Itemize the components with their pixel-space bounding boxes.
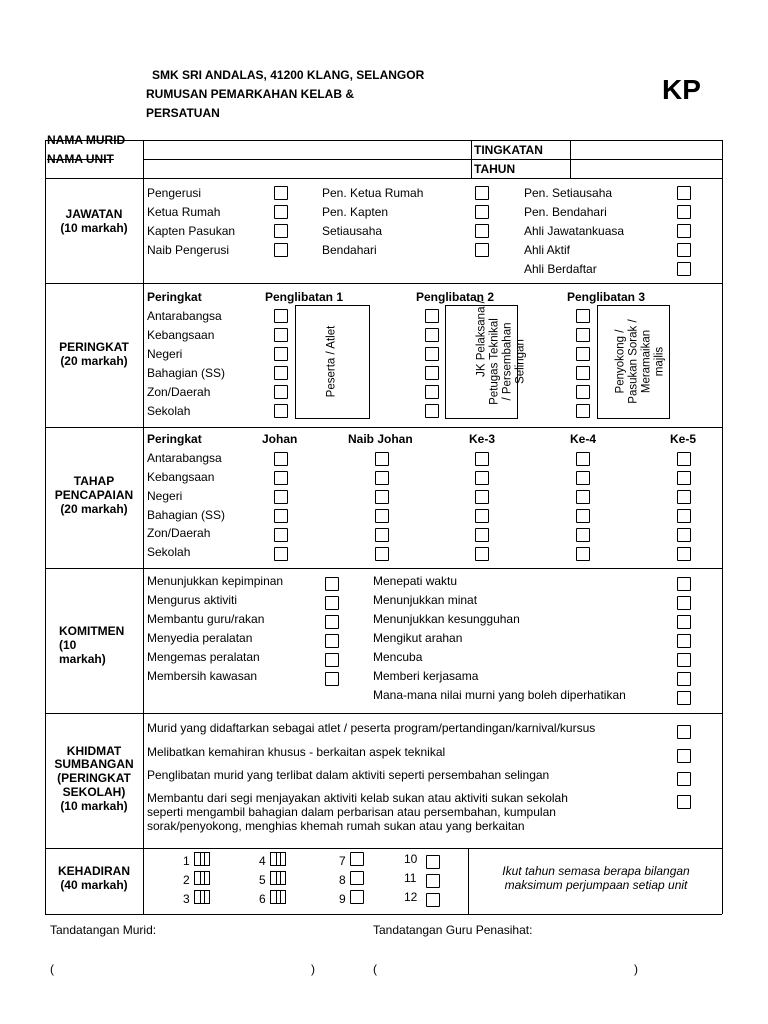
- checkbox[interactable]: [576, 547, 590, 561]
- checkbox[interactable]: [375, 547, 389, 561]
- komitmen-option: Menepati waktu: [373, 574, 458, 588]
- jawatan-option: Kapten Pasukan: [147, 224, 236, 238]
- checkbox[interactable]: [677, 672, 691, 686]
- checkbox[interactable]: [475, 490, 489, 504]
- checkbox[interactable]: [325, 634, 339, 648]
- kehadiran-marks: (40 markah): [60, 878, 128, 892]
- komitmen-marks-1: (10: [59, 638, 77, 652]
- checkbox[interactable]: [475, 509, 489, 523]
- checkbox[interactable]: [677, 691, 691, 705]
- checkbox[interactable]: [375, 528, 389, 542]
- khidmat-option: sorak/penyokong, menghias khemah rumah sukan atau yang berkaitan: [147, 819, 525, 833]
- jawatan-option: Pengerusi: [147, 186, 202, 200]
- komitmen-option: Menyedia peralatan: [147, 631, 253, 645]
- komitmen-option: Mana-mana nilai murni yang boleh diperhatikan: [373, 688, 626, 702]
- level-label: Negeri: [147, 489, 183, 503]
- level-label: Sekolah: [147, 404, 191, 418]
- form-title-line1: RUMUSAN PEMARKAHAN KELAB &: [146, 87, 354, 101]
- penglibatan-3-head: Penglibatan 3: [567, 290, 646, 304]
- checkbox[interactable]: [274, 547, 288, 561]
- checkbox[interactable]: [576, 490, 590, 504]
- checkbox[interactable]: [274, 347, 288, 361]
- session-number: 10: [404, 852, 418, 866]
- penglibatan-3-text: Meramaikan: [640, 329, 653, 394]
- checkbox[interactable]: [274, 528, 288, 542]
- khidmat-option: seperti mengambil bahagian dalam perbarisan atau persembahan, kumpulan: [147, 805, 556, 819]
- tingkatan-field[interactable]: [573, 142, 719, 157]
- checkbox[interactable]: [274, 224, 288, 238]
- komitmen-option: Mengikut arahan: [373, 631, 463, 645]
- khidmat-option: Murid yang didaftarkan sebagai atlet / peserta program/pertandingan/karnival/kursus: [147, 721, 596, 735]
- label-tingkatan: TINGKATAN: [474, 143, 543, 157]
- checkbox[interactable]: [677, 634, 691, 648]
- jawatan-option: Ahli Jawatankuasa: [524, 224, 625, 238]
- checkbox[interactable]: [274, 471, 288, 485]
- khidmat-option: Melibatkan kemahiran khusus - berkaitan aspek teknikal: [147, 745, 446, 759]
- checkbox[interactable]: [677, 653, 691, 667]
- checkbox[interactable]: [274, 328, 288, 342]
- komitmen-option: Membantu guru/rakan: [147, 612, 265, 626]
- label-tahun: TAHUN: [474, 162, 516, 176]
- checkbox[interactable]: [475, 205, 489, 219]
- checkbox[interactable]: [425, 385, 439, 399]
- khidmat-label-3: (PERINGKAT: [57, 771, 131, 785]
- signature-murid-label: Tandatangan Murid:: [50, 923, 157, 937]
- checkbox[interactable]: [274, 243, 288, 257]
- checkbox[interactable]: [576, 452, 590, 466]
- kehadiran-label: KEHADIRAN: [58, 864, 130, 878]
- checkbox[interactable]: [677, 596, 691, 610]
- checkbox[interactable]: [677, 772, 691, 786]
- signature-murid-field[interactable]: [60, 960, 305, 978]
- checkbox[interactable]: [375, 471, 389, 485]
- jawatan-option: Setiausaha: [322, 224, 383, 238]
- col-head: Ke-4: [570, 432, 597, 446]
- komitmen-option: Membersih kawasan: [147, 669, 258, 683]
- penglibatan-2-text: Petugas Teknikal: [488, 318, 501, 405]
- tahap-label-2: PENCAPAIAN: [54, 488, 134, 502]
- checkbox[interactable]: [375, 452, 389, 466]
- session-number: 2: [183, 873, 190, 887]
- penglibatan-3-text: majlis: [653, 346, 666, 377]
- level-label: Zon/Daerah: [147, 526, 211, 540]
- jawatan-option: Ahli Aktif: [524, 243, 571, 257]
- penglibatan-3-text: Penyokong /: [614, 329, 627, 394]
- khidmat-label: KHIDMAT: [66, 744, 122, 758]
- session-number: 1: [183, 854, 190, 868]
- jawatan-option: Pen. Setiausaha: [524, 186, 613, 200]
- penglibatan-2-text: / Persembahan: [501, 322, 514, 401]
- jawatan-option: Pen. Bendahari: [524, 205, 607, 219]
- checkbox[interactable]: [677, 528, 691, 542]
- khidmat-label-2: SUMBANGAN: [54, 757, 134, 771]
- checkbox[interactable]: [350, 852, 364, 866]
- tahun-field[interactable]: [573, 161, 719, 176]
- jawatan-option: Bendahari: [322, 243, 377, 257]
- checkbox[interactable]: [576, 309, 590, 323]
- checkbox[interactable]: [274, 404, 288, 418]
- checkbox[interactable]: [576, 471, 590, 485]
- level-label: Kebangsaan: [147, 328, 215, 342]
- checkbox[interactable]: [677, 490, 691, 504]
- penglibatan-2-head: Penglibatan 2: [416, 290, 495, 304]
- checkbox[interactable]: [426, 893, 440, 907]
- peringkat-head: Peringkat: [147, 290, 202, 304]
- checkbox[interactable]: [425, 328, 439, 342]
- checkbox[interactable]: [475, 224, 489, 238]
- penglibatan-3-text: Pasukan Sorak /: [627, 319, 640, 404]
- checkbox[interactable]: [677, 749, 691, 763]
- checkbox[interactable]: [677, 725, 691, 739]
- komitmen-option: Mengemas peralatan: [147, 650, 260, 664]
- bracket-open: (: [373, 962, 377, 976]
- komitmen-option: Mencuba: [373, 650, 423, 664]
- checkbox[interactable]: [576, 404, 590, 418]
- session-number: 7: [339, 854, 346, 868]
- komitmen-option: Menunjukkan kesungguhan: [373, 612, 520, 626]
- khidmat-marks: (10 markah): [60, 799, 128, 813]
- komitmen-option: Memberi kerjasama: [373, 669, 479, 683]
- jawatan-label: JAWATAN: [65, 207, 123, 221]
- tahap-label: TAHAP: [73, 474, 115, 488]
- level-label: Sekolah: [147, 545, 191, 559]
- label-nama-murid: NAMA MURID: [47, 133, 126, 147]
- komitmen-option: Menunjukkan minat: [373, 593, 478, 607]
- checkbox[interactable]: [576, 347, 590, 361]
- checkbox[interactable]: [274, 309, 288, 323]
- col-head: Ke-5: [670, 432, 697, 446]
- komitmen-option: Mengurus aktiviti: [147, 593, 238, 607]
- checkbox[interactable]: [677, 795, 691, 809]
- checkbox[interactable]: [325, 577, 339, 591]
- kehadiran-note-2: maksimum perjumpaan setiap unit: [504, 878, 688, 892]
- checkbox[interactable]: [270, 890, 286, 904]
- label-nama-unit: NAMA UNIT: [47, 152, 114, 166]
- checkbox[interactable]: [677, 186, 691, 200]
- checkbox[interactable]: [274, 452, 288, 466]
- checkbox[interactable]: [274, 509, 288, 523]
- checkbox[interactable]: [677, 243, 691, 257]
- form-code: KP: [662, 74, 701, 105]
- checkbox[interactable]: [425, 366, 439, 380]
- checkbox[interactable]: [576, 328, 590, 342]
- form-title-line2: PERSATUAN: [146, 106, 220, 120]
- checkbox[interactable]: [677, 262, 691, 276]
- checkbox[interactable]: [325, 615, 339, 629]
- jawatan-option: Ketua Rumah: [147, 205, 221, 219]
- checkbox[interactable]: [576, 528, 590, 542]
- checkbox[interactable]: [274, 385, 288, 399]
- checkbox[interactable]: [576, 385, 590, 399]
- komitmen-label: KOMITMEN: [59, 624, 125, 638]
- checkbox[interactable]: [677, 509, 691, 523]
- bracket-close: ): [311, 962, 315, 976]
- jawatan-option: Pen. Ketua Rumah: [322, 186, 424, 200]
- checkbox[interactable]: [194, 871, 210, 885]
- checkbox[interactable]: [677, 471, 691, 485]
- checkbox[interactable]: [194, 890, 210, 904]
- session-number: 11: [404, 871, 417, 885]
- checkbox[interactable]: [194, 852, 210, 866]
- school-name: SMK SRI ANDALAS, 41200 KLANG, SELANGOR: [152, 68, 425, 82]
- checkbox[interactable]: [325, 653, 339, 667]
- checkbox[interactable]: [325, 672, 339, 686]
- checkbox[interactable]: [425, 347, 439, 361]
- checkbox[interactable]: [475, 471, 489, 485]
- checkbox[interactable]: [274, 186, 288, 200]
- khidmat-option: Membantu dari segi menjayakan aktiviti kelab sukan atau aktiviti sukan sekolah: [147, 791, 568, 805]
- checkbox[interactable]: [426, 855, 440, 869]
- checkbox[interactable]: [677, 615, 691, 629]
- session-number: 8: [339, 873, 346, 887]
- kehadiran-note-1: Ikut tahun semasa berapa bilangan: [502, 864, 690, 878]
- checkbox[interactable]: [475, 528, 489, 542]
- level-label: Antarabangsa: [147, 309, 222, 323]
- checkbox[interactable]: [425, 404, 439, 418]
- jawatan-option: Ahli Berdaftar: [524, 262, 597, 276]
- checkbox[interactable]: [426, 874, 440, 888]
- checkbox[interactable]: [677, 224, 691, 238]
- jawatan-option: Pen. Kapten: [322, 205, 389, 219]
- session-number: 6: [259, 892, 266, 906]
- peringkat-marks: (20 markah): [60, 354, 128, 368]
- tahap-marks: (20 markah): [60, 502, 128, 516]
- checkbox[interactable]: [274, 490, 288, 504]
- nama-murid-field[interactable]: [146, 142, 468, 157]
- peringkat-label: PERINGKAT: [59, 340, 129, 354]
- col-head: Naib Johan: [348, 432, 413, 446]
- level-label: Kebangsaan: [147, 470, 215, 484]
- session-number: 12: [404, 890, 418, 904]
- checkbox[interactable]: [475, 186, 489, 200]
- session-number: 9: [339, 892, 346, 906]
- jawatan-marks: (10 markah): [60, 221, 128, 235]
- penglibatan-1-text: Peserta / Atlet: [325, 325, 338, 398]
- signature-guru-label: Tandatangan Guru Penasihat:: [373, 923, 533, 937]
- bracket-close: ): [634, 962, 638, 976]
- nama-unit-field[interactable]: [146, 161, 468, 176]
- checkbox[interactable]: [677, 452, 691, 466]
- level-label: Bahagian (SS): [147, 366, 226, 380]
- checkbox[interactable]: [375, 509, 389, 523]
- jawatan-option: Naib Pengerusi: [147, 243, 230, 257]
- checkbox[interactable]: [350, 890, 364, 904]
- penglibatan-2-text: JK Pelaksana /: [475, 300, 488, 377]
- col-head: Johan: [262, 432, 298, 446]
- session-number: 5: [259, 873, 266, 887]
- checkbox[interactable]: [576, 509, 590, 523]
- level-label: Zon/Daerah: [147, 385, 211, 399]
- penglibatan-1-head: Penglibatan 1: [265, 290, 344, 304]
- khidmat-label-4: SEKOLAH): [62, 785, 126, 799]
- bracket-open: (: [50, 962, 54, 976]
- penglibatan-2-text: Selingan: [514, 339, 527, 384]
- checkbox[interactable]: [475, 547, 489, 561]
- khidmat-option: Penglibatan murid yang terlibat dalam aktiviti seperti persembahan selingan: [147, 768, 550, 782]
- checkbox[interactable]: [475, 452, 489, 466]
- session-number: 4: [259, 854, 266, 868]
- checkbox[interactable]: [475, 243, 489, 257]
- checkbox[interactable]: [274, 366, 288, 380]
- level-label: Antarabangsa: [147, 451, 222, 465]
- komitmen-marks-2: markah): [59, 652, 106, 666]
- checkbox[interactable]: [425, 309, 439, 323]
- komitmen-option: Menunjukkan kepimpinan: [147, 574, 284, 588]
- checkbox[interactable]: [270, 871, 286, 885]
- session-number: 3: [183, 892, 190, 906]
- checkbox[interactable]: [576, 366, 590, 380]
- signature-guru-field[interactable]: [383, 960, 628, 978]
- checkbox[interactable]: [325, 596, 339, 610]
- level-label: Bahagian (SS): [147, 508, 226, 522]
- level-label: Negeri: [147, 347, 183, 361]
- checkbox[interactable]: [677, 205, 691, 219]
- checkbox[interactable]: [375, 490, 389, 504]
- checkbox[interactable]: [274, 205, 288, 219]
- checkbox[interactable]: [677, 547, 691, 561]
- tahap-head: Peringkat: [147, 432, 202, 446]
- checkbox[interactable]: [350, 871, 364, 885]
- checkbox[interactable]: [270, 852, 286, 866]
- col-head: Ke-3: [469, 432, 496, 446]
- checkbox[interactable]: [677, 577, 691, 591]
